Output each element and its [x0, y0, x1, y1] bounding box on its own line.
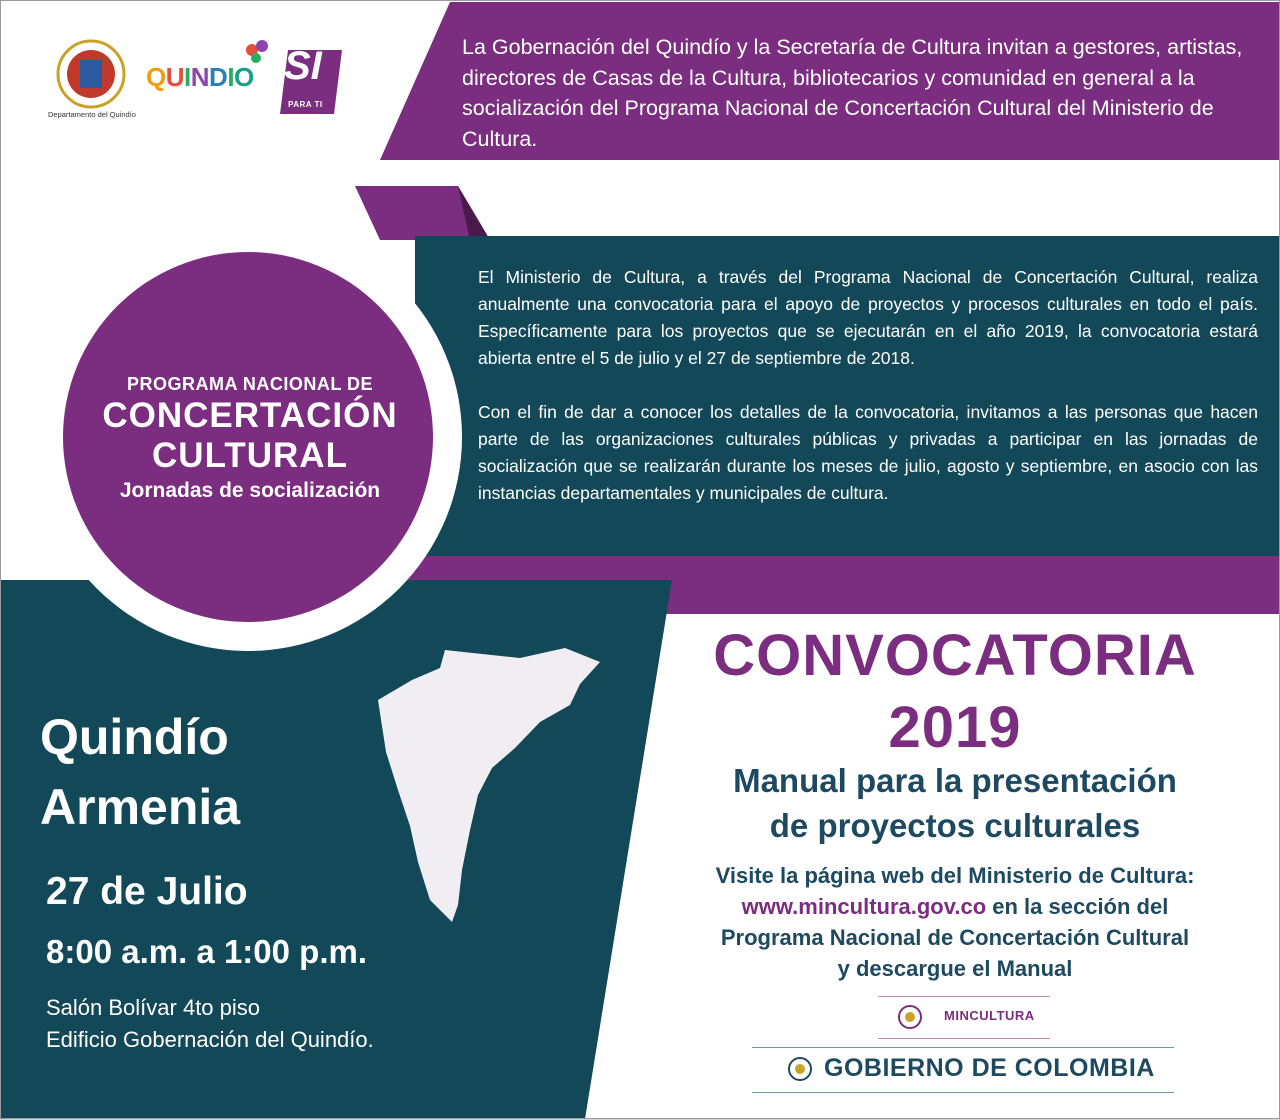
- paragraph-2: Con el fin de dar a conocer los detalles de la convocatoria, invitamos a las personas que hacen parte de las organizaciones culturales públicas y privadas a participar en las jornadas de socialización que se realizarán durante los meses de julio, agosto y septiembre, en asocio con las instancias departamentales y municipales de cultura.: [478, 402, 1258, 503]
- event-time: 8:00 a.m. a 1:00 p.m.: [46, 933, 367, 970]
- event-venue: [46, 992, 374, 1056]
- program-line-2: CONCERTACIÓN: [102, 396, 398, 435]
- gobierno-divider-top: [752, 1047, 1174, 1048]
- visit-line-2: [650, 891, 1260, 922]
- mincultura-label: MINCULTURA: [944, 1008, 1035, 1023]
- department-label: Departamento del Quindío: [48, 110, 136, 119]
- mincultura-divider-bottom: [878, 1038, 1050, 1039]
- venue-line-2: Edificio Gobernación del Quindío.: [46, 1027, 374, 1052]
- visit-instructions: [650, 860, 1260, 984]
- gobierno-label: GOBIERNO DE COLOMBIA: [824, 1054, 1155, 1082]
- mincultura-divider-top: [878, 996, 1050, 997]
- manual-line-1: Manual para la presentación: [733, 762, 1177, 799]
- convocatoria-title: [650, 620, 1260, 764]
- quindio-brand: QUINDIO: [146, 62, 254, 92]
- visit-line-2-rest: en la sección del: [986, 894, 1169, 919]
- program-line-3: CULTURAL: [152, 436, 348, 475]
- brand-parati: PARA TI: [288, 100, 323, 109]
- event-region: Quindío: [40, 709, 229, 765]
- event-date: 27 de Julio: [46, 870, 248, 913]
- manual-line-2: de proyectos culturales: [769, 807, 1141, 844]
- brand-si: SÍ: [284, 44, 322, 88]
- program-line-4: Jornadas de socialización: [119, 479, 381, 502]
- mincultura-link[interactable]: www.mincultura.gov.co: [741, 894, 987, 919]
- manual-title: [650, 758, 1260, 848]
- visit-line-3: Programa Nacional de Concertación Cultural: [720, 925, 1190, 950]
- event-location: [40, 702, 240, 842]
- program-title: [78, 372, 422, 506]
- program-line-1: PROGRAMA NACIONAL DE: [126, 374, 373, 394]
- intro-text: La Gobernación del Quindío y la Secretaría de Cultura invitan a gestores, artistas, directores de Casas de la Cultura, bibliotecarios y comunidad en general a la socialización del Programa Nacional de Concertación Cultural del Ministerio de Cultura.: [462, 35, 1243, 151]
- visit-line-4: y descargue el Manual: [837, 956, 1073, 981]
- convocatoria-label: CONVOCATORIA: [713, 623, 1197, 688]
- convocatoria-year: 2019: [888, 695, 1022, 760]
- gobierno-divider-bottom: [752, 1092, 1174, 1093]
- visit-line-1: Visite la página web del Ministerio de Cultura:: [715, 863, 1195, 888]
- program-description: [478, 264, 1258, 534]
- paragraph-1: El Ministerio de Cultura, a través del Programa Nacional de Concertación Cultural, realiza anualmente una convocatoria para el apoyo de proyectos y procesos culturales en todo el país. Específicamente para los proyectos que se ejecutarán en el año 2019, la convocatoria estará abierta entre el 5 de julio y el 27 de septiembre de 2018.: [478, 267, 1258, 368]
- venue-line-1: Salón Bolívar 4to piso: [46, 995, 261, 1020]
- event-city: Armenia: [40, 779, 241, 835]
